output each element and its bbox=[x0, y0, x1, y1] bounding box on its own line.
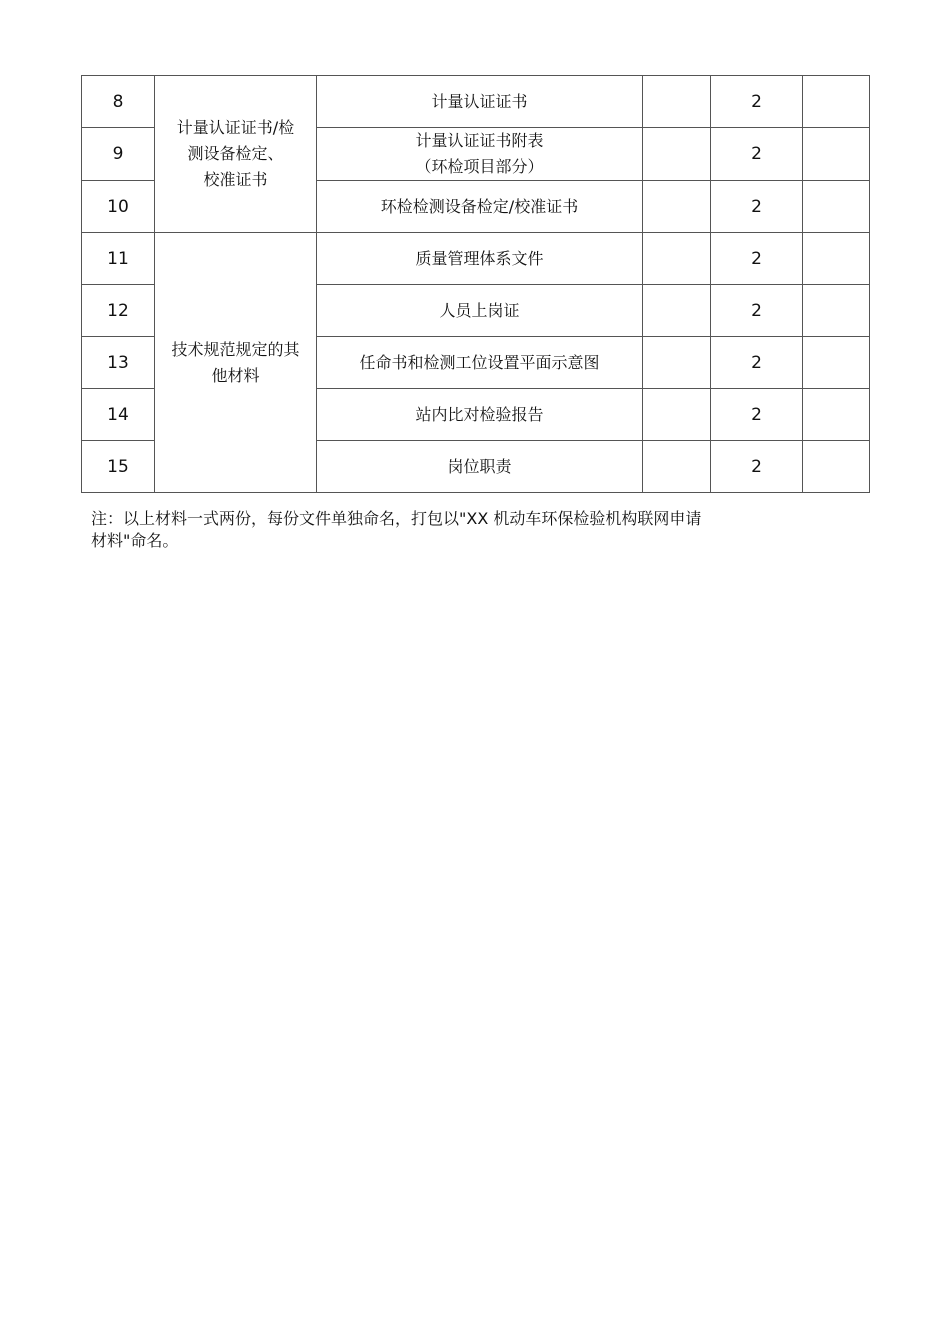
row-number: 8 bbox=[82, 76, 155, 128]
material-name bbox=[317, 233, 643, 285]
empty-cell bbox=[643, 181, 711, 233]
quantity-cell: 2 bbox=[711, 337, 803, 389]
material-name-line: （环检项目部分） bbox=[415, 157, 544, 176]
category-line: 校准证书 bbox=[203, 170, 268, 189]
table-row bbox=[82, 233, 870, 285]
empty-cell bbox=[803, 389, 870, 441]
row-number: 15 bbox=[82, 441, 155, 493]
category-line: 技术规范规定的其 bbox=[171, 339, 300, 359]
category-cell bbox=[155, 76, 317, 233]
category-line: 测设备检定、 bbox=[187, 144, 284, 163]
category-line: 计量认证证书/检 bbox=[176, 118, 295, 137]
material-name-line: 人员上岗证 bbox=[439, 300, 520, 320]
materials-table bbox=[81, 75, 870, 493]
quantity-cell: 2 bbox=[711, 128, 803, 181]
row-number: 14 bbox=[82, 389, 155, 441]
quantity-cell: 2 bbox=[711, 233, 803, 285]
footnote bbox=[91, 508, 811, 552]
row-number: 9 bbox=[82, 128, 155, 181]
row-number: 10 bbox=[82, 181, 155, 233]
quantity-cell: 2 bbox=[711, 285, 803, 337]
material-name-line: 计量认证证书 bbox=[431, 91, 528, 111]
empty-cell bbox=[803, 128, 870, 181]
quantity-cell: 2 bbox=[711, 389, 803, 441]
empty-cell bbox=[803, 76, 870, 128]
empty-cell bbox=[643, 389, 711, 441]
material-name-line: 岗位职责 bbox=[447, 456, 512, 476]
empty-cell bbox=[643, 76, 711, 128]
quantity-cell: 2 bbox=[711, 181, 803, 233]
material-name-line: 计量认证证书附表 bbox=[415, 131, 544, 150]
empty-cell bbox=[643, 441, 711, 493]
empty-cell bbox=[803, 233, 870, 285]
quantity-cell: 2 bbox=[711, 441, 803, 493]
empty-cell bbox=[803, 337, 870, 389]
footnote-line: 注：以上材料一式两份，每份文件单独命名，打包以"XX 机动车环保检验机构联网申请 bbox=[91, 509, 702, 528]
empty-cell bbox=[643, 337, 711, 389]
material-name bbox=[317, 76, 643, 128]
empty-cell bbox=[643, 233, 711, 285]
footnote-line: 材料"命名。 bbox=[91, 531, 179, 550]
material-name bbox=[317, 441, 643, 493]
empty-cell bbox=[803, 441, 870, 493]
material-name-line: 站内比对检验报告 bbox=[415, 404, 544, 424]
material-name bbox=[317, 128, 643, 181]
material-name-line: 环检检测设备检定/校准证书 bbox=[380, 196, 579, 216]
empty-cell bbox=[803, 181, 870, 233]
table-row bbox=[82, 76, 870, 128]
empty-cell bbox=[803, 285, 870, 337]
material-name-line: 任命书和检测工位设置平面示意图 bbox=[359, 352, 600, 372]
empty-cell bbox=[643, 285, 711, 337]
quantity-cell: 2 bbox=[711, 76, 803, 128]
row-number: 12 bbox=[82, 285, 155, 337]
material-name-line: 质量管理体系文件 bbox=[415, 248, 544, 268]
category-cell bbox=[155, 233, 317, 493]
material-name bbox=[317, 337, 643, 389]
material-name bbox=[317, 285, 643, 337]
row-number: 11 bbox=[82, 233, 155, 285]
empty-cell bbox=[643, 128, 711, 181]
material-name bbox=[317, 389, 643, 441]
category-line: 他材料 bbox=[211, 365, 260, 385]
material-name bbox=[317, 181, 643, 233]
row-number: 13 bbox=[82, 337, 155, 389]
